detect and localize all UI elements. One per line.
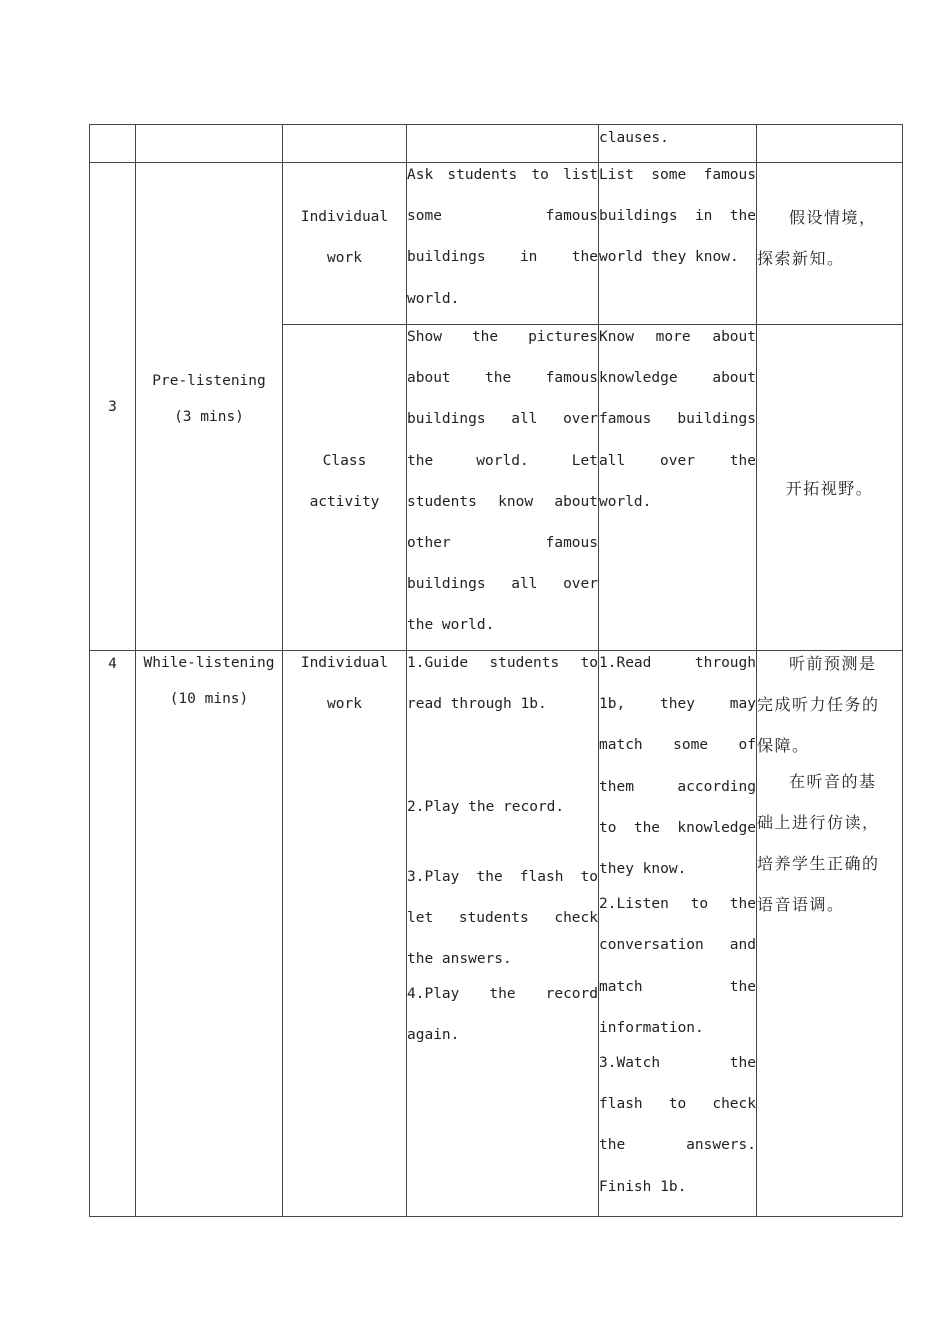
- purpose-cell: [757, 325, 903, 651]
- text-line: 1.Read through: [599, 655, 756, 671]
- text-line: 2.Play the record.: [407, 799, 565, 816]
- text-line: Finish 1b.: [599, 1178, 687, 1195]
- text-line: the world.: [407, 617, 495, 634]
- text-line: let students check: [407, 909, 598, 926]
- text-line: Show the pictures: [407, 329, 598, 345]
- stage-cell: [136, 163, 283, 651]
- text-line: buildings all over: [407, 411, 598, 428]
- text-line: the answers.: [599, 1137, 756, 1154]
- purpose-line: 假设情境，: [789, 208, 877, 227]
- purpose-cell: [757, 163, 903, 325]
- teacher-activity-cell: [407, 163, 599, 325]
- text-line: 3.Play the flash to: [407, 868, 598, 885]
- cell-empty: [757, 125, 903, 163]
- mode-line: work: [327, 250, 362, 267]
- text-line: famous buildings: [599, 411, 756, 428]
- text-line: world.: [599, 493, 652, 510]
- purpose-line: 探索新知。: [757, 249, 845, 269]
- text-line: Know more about: [599, 329, 756, 345]
- table-row-pre-listening-individual: [90, 163, 903, 325]
- interaction-mode-cell: [283, 651, 407, 1217]
- stage-duration: (10 mins): [169, 691, 249, 707]
- text-line: buildings in the: [407, 249, 598, 266]
- step-number-cell: [90, 163, 136, 651]
- purpose-line: 础上进行仿读，: [757, 812, 880, 832]
- text-line: buildings in the: [599, 208, 756, 225]
- purpose-line: 保障。: [757, 736, 810, 756]
- text-line: match the: [599, 978, 756, 995]
- text-line: some famous: [407, 208, 598, 225]
- text-line: 1.Guide students to: [407, 655, 598, 671]
- text-line: information.: [599, 1019, 704, 1036]
- student-activity-cell: [599, 163, 757, 325]
- purpose-line: 开拓视野。: [785, 479, 874, 498]
- text-line: List some famous: [599, 167, 756, 183]
- stage-duration: (3 mins): [174, 409, 244, 425]
- lesson-plan-table: [89, 124, 903, 1217]
- stage-cell: [136, 651, 283, 1217]
- text-line: Ask students to list: [407, 167, 598, 183]
- text-line: the answers.: [407, 951, 512, 968]
- text-line: world they know.: [599, 249, 739, 266]
- mode-line: Individual: [300, 209, 389, 225]
- cell-empty: [283, 125, 407, 163]
- table-row-while-listening: [90, 651, 903, 1217]
- cell-empty: [136, 125, 283, 163]
- purpose-line: 完成听力任务的: [757, 695, 880, 715]
- mode-line: activity: [309, 494, 380, 511]
- purpose-line: 语音语调。: [757, 895, 845, 915]
- student-activity-cell: [599, 651, 757, 1217]
- text-line: read through 1b.: [407, 696, 547, 713]
- interaction-mode-cell: [283, 163, 407, 325]
- stage-name: While-listening: [143, 655, 275, 671]
- text-line: students know about: [407, 493, 598, 510]
- text-line: knowledge about: [599, 370, 756, 387]
- purpose-cell: [757, 651, 903, 1217]
- teacher-activity-cell: [407, 651, 599, 1217]
- student-activity-cell: [599, 325, 757, 651]
- text-line: other famous: [407, 535, 598, 552]
- purpose-line: 听前预测是: [789, 654, 877, 673]
- text-line: to the knowledge: [599, 819, 756, 836]
- step-number-cell: [90, 651, 136, 1217]
- interaction-mode-cell: [283, 325, 407, 651]
- text-line: 4.Play the record: [407, 986, 598, 1003]
- text-line: match some of: [599, 737, 756, 754]
- purpose-line: 在听音的基: [789, 771, 877, 791]
- step-number: 3: [108, 398, 117, 415]
- mode-line: Class: [322, 453, 367, 469]
- text-line: the world. Let: [407, 452, 598, 469]
- cell-text: clauses.: [599, 130, 669, 146]
- purpose-line: 培养学生正确的: [757, 854, 880, 874]
- text-line: conversation and: [599, 937, 756, 954]
- text-line: again.: [407, 1027, 460, 1044]
- stage-name: Pre-listening: [152, 373, 266, 389]
- text-line: 1b, they may: [599, 696, 756, 713]
- text-line: them according: [599, 778, 756, 795]
- text-line: 3.Watch the: [599, 1055, 756, 1072]
- cell-empty: [90, 125, 136, 163]
- text-line: flash to check: [599, 1096, 756, 1113]
- teacher-activity-cell: [407, 325, 599, 651]
- text-line: 2.Listen to the: [599, 896, 756, 913]
- text-line: world.: [407, 290, 460, 307]
- text-line: about the famous: [407, 370, 598, 387]
- mode-line: Individual: [300, 655, 389, 671]
- step-number: 4: [108, 656, 117, 672]
- text-line: all over the: [599, 452, 756, 469]
- text-line: they know.: [599, 861, 687, 878]
- mode-line: work: [327, 696, 362, 713]
- text-line: buildings all over: [407, 576, 598, 593]
